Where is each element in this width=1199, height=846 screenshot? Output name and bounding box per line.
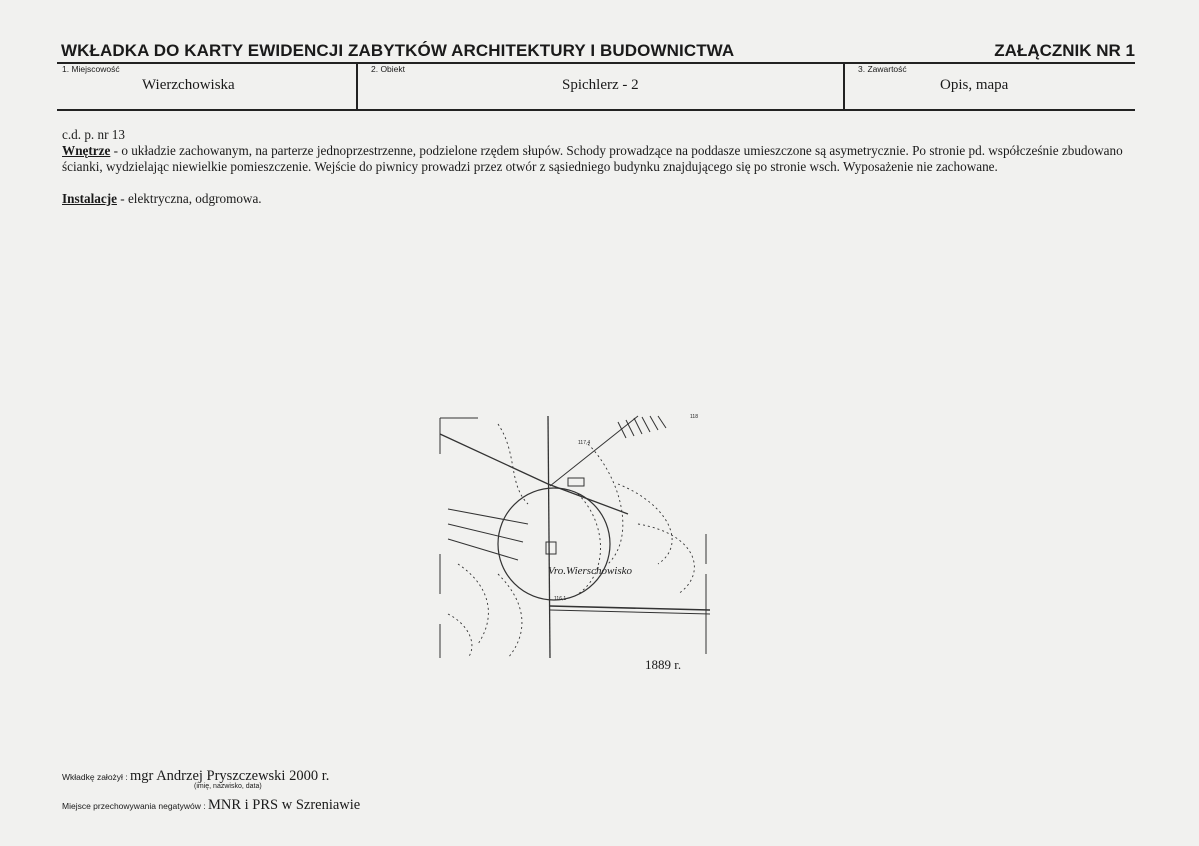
installations-text: - elektryczna, odgromowa. bbox=[116, 191, 262, 206]
map-spot-height-3: 116,1 bbox=[554, 596, 567, 602]
field-contents-label: 3. Zawartość bbox=[858, 64, 907, 74]
negatives-storage-value: MNR i PRS w Szreniawie bbox=[207, 797, 361, 813]
interior-paragraph bbox=[62, 143, 1137, 175]
installations-paragraph bbox=[62, 191, 1137, 207]
header-top-rule bbox=[57, 62, 1135, 64]
map-building bbox=[546, 542, 556, 554]
map-location-circle bbox=[498, 488, 610, 600]
annex-number: ZAŁĄCZNIK NR 1 bbox=[994, 41, 1135, 60]
compiled-by-hint: (imię, nazwisko, data) bbox=[194, 783, 262, 790]
interior-heading: Wnętrze bbox=[62, 143, 111, 158]
field-contents-value: Opis, mapa bbox=[940, 77, 1009, 93]
negatives-storage-label: Miejsce przechowywania negatywów : bbox=[62, 801, 208, 811]
map-road-vertical bbox=[548, 416, 550, 658]
map-place-label: Vro.Wierschowisko bbox=[548, 565, 633, 577]
field-divider-2 bbox=[843, 63, 845, 110]
map-spot-height-1: 117,4 bbox=[578, 440, 591, 446]
compiled-by-value: mgr Andrzej Pryszczewski 2000 r. bbox=[130, 768, 330, 784]
map-road-east bbox=[550, 606, 710, 610]
negatives-storage bbox=[62, 797, 360, 814]
document-title: WKŁADKA DO KARTY EWIDENCJI ZABYTKÓW ARCHITEKTURY I BUDOWNICTWA bbox=[61, 41, 735, 60]
field-locality-label: 1. Miejscowość bbox=[62, 64, 120, 74]
interior-text: - o układzie zachowanym, na parterze jednoprzestrzenne, podzielone rzędem słupów. Schody prowadzące na poddasze umieszczone są asymetrycznie. Po stronie pd. współcześnie zbudowano ścianki, wydzielając niewielkie pomieszczenie. Wejście do piwnicy prowadzi przez otwór z sąsiedniego budynku znajdującego się po stronie wsch. Wyposażenie nie zachowane. bbox=[62, 143, 1123, 174]
field-divider-1 bbox=[356, 63, 358, 110]
description-body bbox=[62, 127, 1137, 207]
compiled-by-label: Wkładkę założył : bbox=[62, 772, 131, 782]
map-spot-height-2: 118 bbox=[690, 414, 698, 420]
field-object-label: 2. Obiekt bbox=[371, 64, 406, 74]
historical-map bbox=[438, 414, 710, 658]
map-drawing bbox=[438, 414, 710, 658]
header-bottom-rule bbox=[57, 109, 1135, 111]
map-year: 1889 r. bbox=[645, 657, 682, 672]
map-road-ne bbox=[550, 416, 638, 486]
continuation-note: c.d. p. nr 13 bbox=[62, 127, 125, 142]
installations-heading: Instalacje bbox=[62, 191, 117, 206]
field-object-value: Spichlerz - 2 bbox=[562, 77, 639, 93]
field-locality-value: Wierzchowiska bbox=[142, 77, 235, 93]
